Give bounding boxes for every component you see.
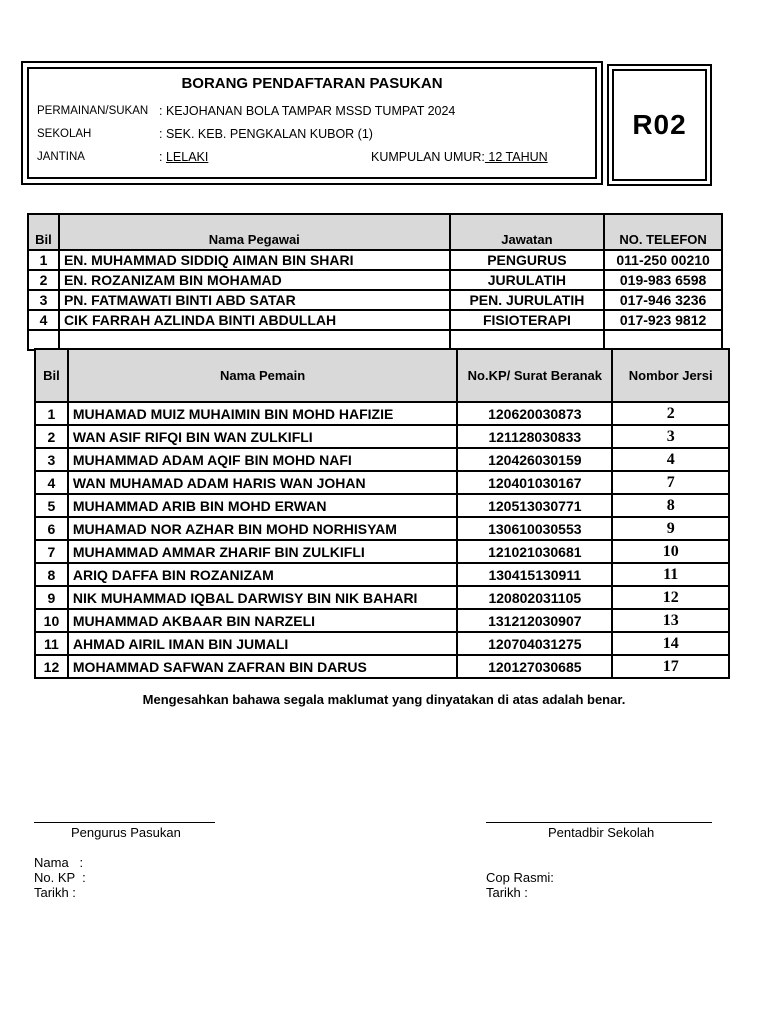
gender-field (159, 150, 208, 164)
player-name: WAN ASIF RIFQI BIN WAN ZULKIFLI (68, 425, 457, 448)
player-row (35, 402, 729, 425)
age-field (371, 150, 548, 164)
staff-empty-row (28, 330, 722, 350)
player-row (35, 655, 729, 678)
player-bil: 8 (35, 563, 68, 586)
admin-date-label: Tarikh : (486, 885, 528, 900)
staff-empty-cell (28, 330, 59, 350)
player-name: AHMAD AIRIL IMAN BIN JUMALI (68, 632, 457, 655)
form-code: R02 (612, 69, 707, 181)
player-bil: 6 (35, 517, 68, 540)
event-value: : KEJOHANAN BOLA TAMPAR MSSD TUMPAT 2024 (159, 104, 456, 118)
player-name: NIK MUHAMMAD IQBAL DARWISY BIN NIK BAHARI (68, 586, 457, 609)
manager-date-label: Tarikh : (34, 885, 76, 900)
staff-phone: 017-946 3236 (604, 290, 722, 310)
staff-header-name: Nama Pegawai (59, 214, 450, 250)
staff-phone: 017-923 9812 (604, 310, 722, 330)
staff-role: JURULATIH (450, 270, 605, 290)
player-ic-number: 130610030553 (457, 517, 612, 540)
player-name: MUHAMAD NOR AZHAR BIN MOHD NORHISYAM (68, 517, 457, 540)
player-ic-number: 130415130911 (457, 563, 612, 586)
staff-bil: 4 (28, 310, 59, 330)
player-jersey-number: 11 (612, 563, 729, 586)
player-row (35, 448, 729, 471)
player-bil: 5 (35, 494, 68, 517)
player-ic-number: 120704031275 (457, 632, 612, 655)
player-bil: 9 (35, 586, 68, 609)
player-jersey-number: 8 (612, 494, 729, 517)
player-name: MUHAMMAD AKBAAR BIN NARZELI (68, 609, 457, 632)
player-name: WAN MUHAMAD ADAM HARIS WAN JOHAN (68, 471, 457, 494)
player-bil: 12 (35, 655, 68, 678)
staff-row (28, 250, 722, 270)
player-jersey-number: 17 (612, 655, 729, 678)
staff-row (28, 270, 722, 290)
player-row (35, 517, 729, 540)
school-label: SEKOLAH (37, 128, 92, 140)
player-name: MUHAMAD MUIZ MUHAIMIN BIN MOHD HAFIZIE (68, 402, 457, 425)
age-label: KUMPULAN UMUR: (371, 150, 485, 164)
player-ic-number: 120127030685 (457, 655, 612, 678)
staff-role: FISIOTERAPI (450, 310, 605, 330)
staff-empty-cell (450, 330, 605, 350)
player-header-ic: No.KP/ Surat Beranak (457, 349, 612, 402)
player-header-bil: Bil (35, 349, 68, 402)
player-header-name: Nama Pemain (68, 349, 457, 402)
gender-value: LELAKI (165, 150, 209, 164)
player-jersey-number: 14 (612, 632, 729, 655)
admin-signature-title: Pentadbir Sekolah (548, 825, 655, 840)
player-row (35, 632, 729, 655)
player-row (35, 425, 729, 448)
age-value: 12 TAHUN (484, 150, 548, 164)
gender-prefix: : (159, 150, 166, 164)
player-row (35, 494, 729, 517)
manager-name-label: Nama : (34, 855, 84, 870)
manager-signature-line (34, 822, 215, 823)
player-row (35, 563, 729, 586)
staff-row (28, 290, 722, 310)
player-ic-number: 120802031105 (457, 586, 612, 609)
staff-name: PN. FATMAWATI BINTI ABD SATAR (59, 290, 450, 310)
manager-ic-label: No. KP : (34, 870, 86, 885)
player-jersey-number: 10 (612, 540, 729, 563)
player-ic-number: 121021030681 (457, 540, 612, 563)
player-name: MUHAMMAD ADAM AQIF BIN MOHD NAFI (68, 448, 457, 471)
confirmation-statement: Mengesahkan bahawa segala maklumat yang dinyatakan di atas adalah benar. (142, 692, 626, 707)
admin-signature-line (486, 822, 712, 823)
player-jersey-number: 9 (612, 517, 729, 540)
staff-bil: 2 (28, 270, 59, 290)
official-stamp-label: Cop Rasmi: (486, 870, 554, 885)
player-row (35, 471, 729, 494)
staff-bil: 1 (28, 250, 59, 270)
player-name: MUHAMMAD ARIB BIN MOHD ERWAN (68, 494, 457, 517)
player-jersey-number: 7 (612, 471, 729, 494)
player-bil: 2 (35, 425, 68, 448)
staff-name: CIK FARRAH AZLINDA BINTI ABDULLAH (59, 310, 450, 330)
player-ic-number: 120513030771 (457, 494, 612, 517)
staff-row (28, 310, 722, 330)
staff-role: PENGURUS (450, 250, 605, 270)
player-ic-number: 120620030873 (457, 402, 612, 425)
staff-header-role: Jawatan (450, 214, 605, 250)
staff-empty-cell (59, 330, 450, 350)
staff-empty-cell (604, 330, 722, 350)
staff-phone: 019-983 6598 (604, 270, 722, 290)
player-jersey-number: 4 (612, 448, 729, 471)
player-ic-number: 120426030159 (457, 448, 612, 471)
manager-signature-title: Pengurus Pasukan (71, 825, 181, 840)
player-bil: 10 (35, 609, 68, 632)
player-name: MUHAMMAD AMMAR ZHARIF BIN ZULKIFLI (68, 540, 457, 563)
staff-phone: 011-250 00210 (604, 250, 722, 270)
player-ic-number: 120401030167 (457, 471, 612, 494)
staff-name: EN. MUHAMMAD SIDDIQ AIMAN BIN SHARI (59, 250, 450, 270)
player-header-jersey: Nombor Jersi (612, 349, 729, 402)
player-table (34, 348, 730, 679)
staff-table (27, 213, 723, 351)
player-jersey-number: 12 (612, 586, 729, 609)
gender-label: JANTINA (37, 151, 85, 163)
player-bil: 11 (35, 632, 68, 655)
staff-name: EN. ROZANIZAM BIN MOHAMAD (59, 270, 450, 290)
player-row (35, 586, 729, 609)
player-bil: 7 (35, 540, 68, 563)
staff-header-bil: Bil (28, 214, 59, 250)
player-jersey-number: 3 (612, 425, 729, 448)
school-value: : SEK. KEB. PENGKALAN KUBOR (1) (159, 127, 373, 141)
player-bil: 3 (35, 448, 68, 471)
player-jersey-number: 2 (612, 402, 729, 425)
player-ic-number: 131212030907 (457, 609, 612, 632)
player-header-row (35, 349, 729, 402)
player-row (35, 609, 729, 632)
player-jersey-number: 13 (612, 609, 729, 632)
event-label: PERMAINAN/SUKAN (37, 105, 149, 117)
player-bil: 4 (35, 471, 68, 494)
staff-header-phone: NO. TELEFON (604, 214, 722, 250)
staff-header-row (28, 214, 722, 250)
player-name: MOHAMMAD SAFWAN ZAFRAN BIN DARUS (68, 655, 457, 678)
player-ic-number: 121128030833 (457, 425, 612, 448)
player-name: ARIQ DAFFA BIN ROZANIZAM (68, 563, 457, 586)
staff-role: PEN. JURULATIH (450, 290, 605, 310)
player-bil: 1 (35, 402, 68, 425)
form-title: BORANG PENDAFTARAN PASUKAN (181, 75, 443, 92)
staff-bil: 3 (28, 290, 59, 310)
player-row (35, 540, 729, 563)
